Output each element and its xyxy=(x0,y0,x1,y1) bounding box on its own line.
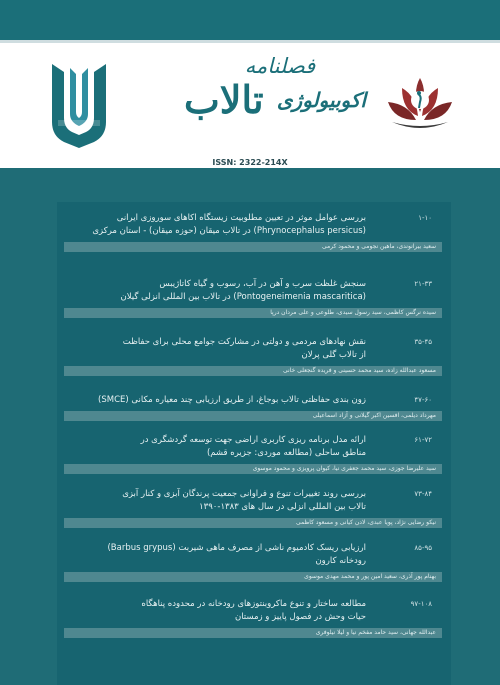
article-pages: ۷۳-۸۴ xyxy=(414,490,432,498)
article-title-line: (Pontogeneimenia mascaritica) در تالاب بین المللی انزلی گیلان xyxy=(120,292,366,302)
article-authors: مسعود عبدالله زاده، سید محمد حسینی و فریده گنجعلی خانی xyxy=(64,366,442,376)
journal-title-sub: اکوبیولوژی xyxy=(276,88,366,112)
article-title-line: ارزیابی ریسک کادمیوم ناشی از مصرف ماهی شیربت (Barbus grypus) xyxy=(107,543,366,553)
article-title-line: (Phrynocephalus persicus) در تالاب میقان (حوزه میقان) - استان مرکزی xyxy=(92,226,366,236)
article-authors: سیده نرگس کاظمی، سید رسول سیدی، طلوعی و علی مردان درپا xyxy=(64,308,442,318)
journal-title-top: فصلنامه xyxy=(244,54,316,78)
top-divider xyxy=(0,40,500,43)
article-item xyxy=(64,434,442,474)
article-authors: مهرداد دیلمی، افسین اکبر گیلانی و آزاد اسماعیلی xyxy=(64,411,442,421)
article-title xyxy=(64,394,442,407)
article-item xyxy=(64,542,442,582)
article-title-line: رودخانه کارون xyxy=(315,556,366,566)
article-title xyxy=(64,542,442,568)
article-pages: ۹۷-۱۰۸ xyxy=(410,600,432,608)
article-pages: ۱-۱۰ xyxy=(418,214,432,222)
article-title-line: بررسی روند تغییرات تنوع و فراوانی جمعیت پرندگان آبزی و کنار آبزی xyxy=(122,489,366,499)
issn-label: ISSN: 2322-214X xyxy=(212,158,288,167)
journal-title-main xyxy=(150,78,400,122)
journal-logo-icon xyxy=(382,72,458,138)
article-authors: سعید بیرانوندی، ماهین نجومی و محمود کرمی xyxy=(64,242,442,252)
article-pages: ۲۱-۳۳ xyxy=(414,280,432,288)
article-item xyxy=(64,336,442,376)
article-pages: ۸۵-۹۵ xyxy=(414,544,432,552)
top-banner xyxy=(0,0,500,40)
article-pages: ۴۷-۶۰ xyxy=(414,396,432,404)
article-authors: بهنام پور آذری، سعید امین پور و محمد مهدی موسوی xyxy=(64,572,442,582)
article-title-line: ارائه مدل برنامه ریزی کاربری اراضی جهت توسعه گردشگری در xyxy=(140,435,366,445)
article-title-line: از تالاب گلی پرلان xyxy=(301,350,366,360)
article-authors: عبدالله جهانی، سید حامد مفخم نیا و لیلا نیلوفری xyxy=(64,628,442,638)
article-title-line: تالاب بین المللی انزلی در سال های ۱۳۸۳-۱۳۹۰ xyxy=(199,502,366,512)
article-item xyxy=(64,598,442,638)
journal-title-word: تالاب xyxy=(184,77,264,122)
article-title xyxy=(64,434,442,460)
article-title-line: زون بندی حفاظتی تالاب بوجاغ، از طریق ارزیابی چند معیاره مکانی (SMCE) xyxy=(98,395,366,405)
article-title-line: مناطق ساحلی (مطالعه موردی: جزیره قشم) xyxy=(206,448,366,458)
article-title xyxy=(64,336,442,362)
article-title-line: سنجش غلظت سرب و آهن در آب، رسوب و گیاه کاتاژیبس xyxy=(159,279,366,289)
article-item xyxy=(64,394,442,421)
article-authors: نیکو رضایی نژاد، پویا عبدی، لادن کیانی و مسعود کاظمی xyxy=(64,518,442,528)
article-title xyxy=(64,212,442,238)
article-title xyxy=(64,488,442,514)
article-title-line: حیات وحش در فصول پاییز و زمستان xyxy=(234,612,366,622)
article-title-line: بررسی عوامل موثر در تعیین مطلوبیت زیستگاه اکاهای سوروزی ایرانی xyxy=(116,213,366,223)
article-title-line: نقش نهادهای مردمی و دولتی در مشارکت جوامع محلی برای حفاظت xyxy=(122,337,366,347)
article-item xyxy=(64,488,442,528)
article-item xyxy=(64,212,442,252)
cover-header xyxy=(0,0,500,168)
article-authors: سید علیرضا جوزی، سید محمد جعفری نیا، کیوان پرویزی و محمود موسوی xyxy=(64,464,442,474)
article-title xyxy=(64,598,442,624)
article-pages: ۳۵-۴۵ xyxy=(414,338,432,346)
article-title-line: مطالعه ساختار و تنوع ماکروبنتوزهای رودخانه در محدوده پناهگاه xyxy=(141,599,366,609)
university-logo-icon xyxy=(44,58,114,150)
article-item xyxy=(64,278,442,318)
article-title xyxy=(64,278,442,304)
article-pages: ۶۱-۷۲ xyxy=(414,436,432,444)
